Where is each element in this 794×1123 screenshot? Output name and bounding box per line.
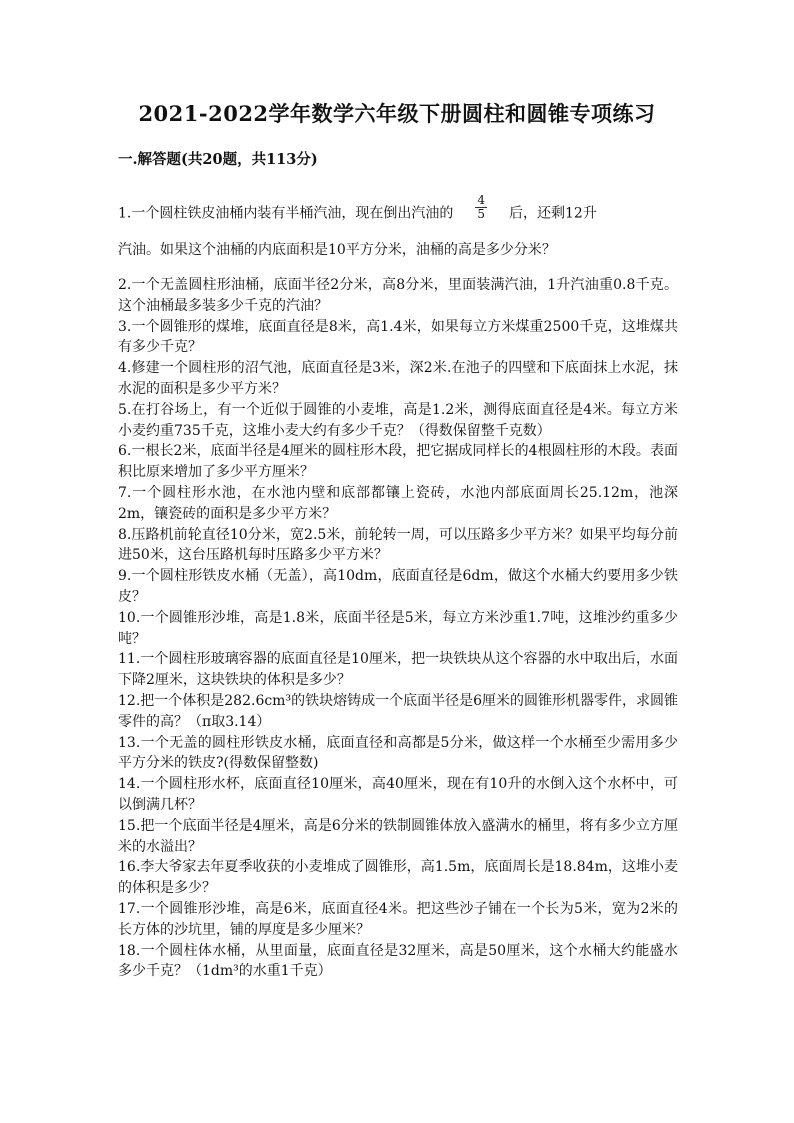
question-item: 3.一个圆锥形的煤堆，底面直径是8米，高1.4米，如果每立方米煤重2500千克，这堆煤共有多少千克？ [118, 318, 678, 356]
question-item: 5.在打谷场上，有一个近似于圆锥的小麦堆，高是1.2米，测得底面直径是4米。每立方米小麦约重735千克，这堆小麦大约有多少千克？（得数保留整千克数） [118, 401, 678, 439]
question-1 [118, 193, 683, 260]
question-item: 7.一个圆柱形水池，在水池内壁和底部都镶上瓷砖，水池内部底面周长25.12m，池深2m，镶瓷砖的面积是多少平方米？ [118, 484, 678, 522]
question-item: 2.一个无盖圆柱形油桶，底面半径2分米，高8分米，里面装满汽油，1升汽油重0.8千克。这个油桶最多装多少千克的汽油？ [118, 277, 678, 314]
question-item: 8.压路机前轮直径10分米，宽2.5米，前轮转一周，可以压路多少平方米？如果平均每分前进50米，这台压路机每时压路多少平方米？ [118, 526, 678, 564]
question-item: 16.李大爷家去年夏季收获的小麦堆成了圆锥形，高1.5m，底面周长是18.84m，这堆小麦的体积是多少？ [118, 859, 678, 897]
question-1-line-1 [118, 193, 683, 222]
question-item: 13.一个无盖的圆柱形铁皮水桶，底面直径和高都是5分米，做这样一个水桶至少需用多少平方分米的铁皮?(得数保留整数) [118, 734, 678, 772]
question-item: 14.一个圆柱形水杯，底面直径10厘米，高40厘米，现在有10升的水倒入这个水杯中，可以倒满几杯？ [118, 776, 678, 813]
question-list [118, 275, 678, 982]
section-heading: 一.解答题(共20题，共113分) [118, 151, 318, 168]
question-1-text-after: 后，还剩12升 [509, 205, 597, 222]
question-1-text-before: 1.一个圆柱铁皮油桶内装有半桶汽油，现在倒出汽油的 [118, 205, 454, 222]
fraction-numerator: 4 [477, 193, 485, 207]
question-1-line-2: 汽油。如果这个油桶的内底面积是10平方分米，油桶的高是多少分米？ [118, 242, 556, 258]
question-item: 17.一个圆锥形沙堆，高是6米，底面直径4米。把这些沙子铺在一个长为5米，宽为2米的长方体的沙坑里，铺的厚度是多少厘米？ [118, 900, 678, 938]
fraction [475, 194, 487, 221]
question-item: 11.一个圆柱形玻璃容器的底面直径是10厘米，把一块铁块从这个容器的水中取出后，水面下降2厘米，这块铁块的体积是多少？ [118, 651, 678, 689]
question-item: 9.一个圆柱形铁皮水桶（无盖），高10dm，底面直径是6dm，做这个水桶大约要用多少铁皮？ [118, 568, 678, 605]
question-item: 10.一个圆锥形沙堆，高是1.8米，底面半径是5米，每立方米沙重1.7吨，这堆沙约重多少吨？ [118, 609, 678, 647]
fraction-denominator: 5 [477, 207, 485, 221]
question-item: 18.一个圆柱体水桶，从里面量，底面直径是32厘米，高是50厘米，这个水桶大约能盛水多少千克？（1dm³的水重1千克） [118, 942, 678, 980]
question-item: 6.一根长2米，底面半径是4厘米的圆柱形木段，把它据成同样长的4根圆柱形的木段。表面积比原来增加了多少平方厘米？ [118, 443, 678, 481]
question-item: 15.把一个底面半径是4厘米，高是6分米的铁制圆锥体放入盛满水的桶里，将有多少立方厘米的水溢出？ [118, 817, 678, 855]
question-item: 4.修建一个圆柱形的沼气池，底面直径是3米，深2米.在池子的四壁和下底面抹上水泥，抹水泥的面积是多少平方米？ [118, 360, 678, 397]
page-title: 2021-2022学年数学六年级下册圆柱和圆锥专项练习 [138, 101, 656, 126]
question-item: 12.把一个体积是282.6cm³的铁块熔铸成一个底面半径是6厘米的圆锥形机器零件，求圆锥零件的高？（π取3.14） [118, 692, 678, 730]
